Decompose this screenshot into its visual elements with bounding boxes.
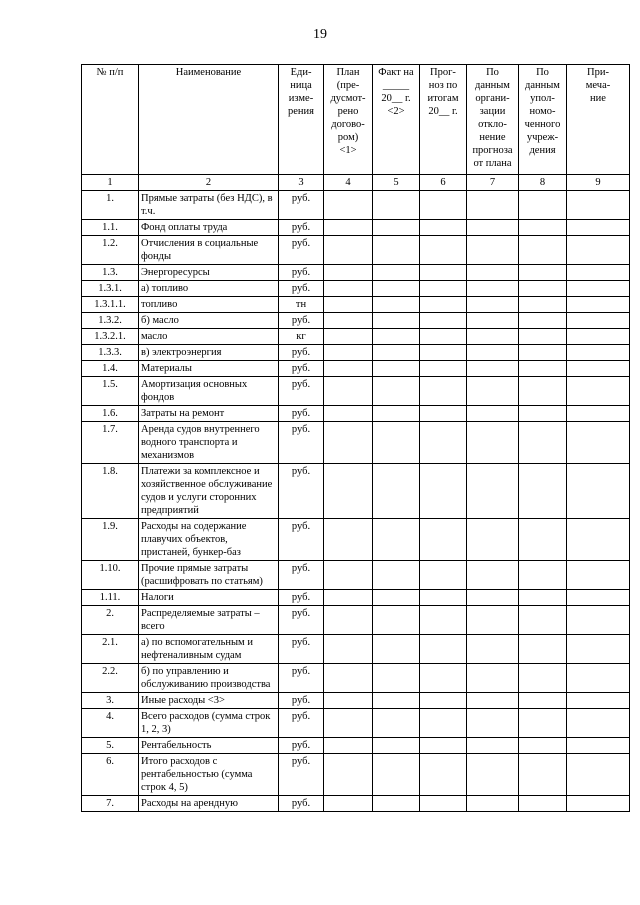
column-number: 2	[139, 175, 279, 191]
value-cell[interactable]	[519, 345, 567, 361]
row-name: Итого расходов с рентабельностью (сумма строк 4, 5)	[139, 754, 279, 796]
table-row	[82, 561, 630, 590]
row-name: Амортизация основных фондов	[139, 377, 279, 406]
header-cell: Факт на _____ 20__ г. <2>	[373, 65, 420, 175]
value-cell[interactable]	[467, 754, 519, 796]
table-row	[82, 709, 630, 738]
value-cell[interactable]	[519, 796, 567, 812]
row-name: Рентабельность	[139, 738, 279, 754]
row-number: 5.	[82, 738, 139, 754]
value-cell[interactable]	[373, 519, 420, 561]
value-cell[interactable]	[324, 738, 373, 754]
value-cell[interactable]	[373, 464, 420, 519]
row-unit: руб.	[279, 345, 324, 361]
value-cell[interactable]	[567, 709, 630, 738]
value-cell[interactable]	[519, 519, 567, 561]
column-number: 7	[467, 175, 519, 191]
table-row	[82, 422, 630, 464]
value-cell[interactable]	[373, 664, 420, 693]
value-cell[interactable]	[373, 693, 420, 709]
column-number: 8	[519, 175, 567, 191]
row-name: Расходы на арендную	[139, 796, 279, 812]
value-cell[interactable]	[420, 236, 467, 265]
value-cell[interactable]	[420, 345, 467, 361]
row-unit: руб.	[279, 377, 324, 406]
value-cell[interactable]	[324, 561, 373, 590]
row-number: 4.	[82, 709, 139, 738]
row-number: 1.3.1.1.	[82, 297, 139, 313]
value-cell[interactable]	[324, 377, 373, 406]
value-cell[interactable]	[324, 635, 373, 664]
value-cell[interactable]	[373, 236, 420, 265]
value-cell[interactable]	[519, 561, 567, 590]
value-cell[interactable]	[567, 236, 630, 265]
table-row	[82, 313, 630, 329]
value-cell[interactable]	[467, 220, 519, 236]
value-cell[interactable]	[467, 590, 519, 606]
row-number: 1.3.2.	[82, 313, 139, 329]
value-cell[interactable]	[324, 297, 373, 313]
table-row	[82, 664, 630, 693]
row-number: 1.3.1.	[82, 281, 139, 297]
row-number: 1.6.	[82, 406, 139, 422]
value-cell[interactable]	[567, 406, 630, 422]
table-row	[82, 796, 630, 812]
value-cell[interactable]	[373, 329, 420, 345]
column-number: 9	[567, 175, 630, 191]
row-name: Отчисления в социальные фонды	[139, 236, 279, 265]
table-row	[82, 377, 630, 406]
row-number: 7.	[82, 796, 139, 812]
value-cell[interactable]	[373, 297, 420, 313]
row-name: Материалы	[139, 361, 279, 377]
value-cell[interactable]	[420, 464, 467, 519]
value-cell[interactable]	[467, 345, 519, 361]
value-cell[interactable]	[467, 464, 519, 519]
table-row	[82, 635, 630, 664]
value-cell[interactable]	[467, 281, 519, 297]
row-unit: руб.	[279, 590, 324, 606]
value-cell[interactable]	[519, 281, 567, 297]
value-cell[interactable]	[467, 519, 519, 561]
value-cell[interactable]	[567, 281, 630, 297]
row-unit: руб.	[279, 313, 324, 329]
value-cell[interactable]	[519, 709, 567, 738]
value-cell[interactable]	[420, 693, 467, 709]
value-cell[interactable]	[519, 220, 567, 236]
table-row	[82, 220, 630, 236]
value-cell[interactable]	[567, 635, 630, 664]
row-unit: руб.	[279, 561, 324, 590]
value-cell[interactable]	[324, 464, 373, 519]
row-unit: руб.	[279, 236, 324, 265]
value-cell[interactable]	[420, 422, 467, 464]
row-number: 1.3.2.1.	[82, 329, 139, 345]
value-cell[interactable]	[324, 754, 373, 796]
value-cell[interactable]	[373, 220, 420, 236]
row-unit: руб.	[279, 519, 324, 561]
value-cell[interactable]	[420, 561, 467, 590]
row-unit: руб.	[279, 738, 324, 754]
value-cell[interactable]	[467, 361, 519, 377]
value-cell[interactable]	[324, 422, 373, 464]
row-name: Аренда судов внутреннего водного транспорта и механизмов	[139, 422, 279, 464]
value-cell[interactable]	[324, 406, 373, 422]
value-cell[interactable]	[519, 606, 567, 635]
table-row	[82, 191, 630, 220]
value-cell[interactable]	[467, 796, 519, 812]
row-name: Прямые затраты (без НДС), в т.ч.	[139, 191, 279, 220]
value-cell[interactable]	[373, 754, 420, 796]
value-cell[interactable]	[373, 377, 420, 406]
value-cell[interactable]	[373, 738, 420, 754]
value-cell[interactable]	[373, 345, 420, 361]
row-unit: руб.	[279, 191, 324, 220]
row-number: 6.	[82, 754, 139, 796]
row-name: Налоги	[139, 590, 279, 606]
value-cell[interactable]	[519, 313, 567, 329]
value-cell[interactable]	[373, 561, 420, 590]
table-row	[82, 297, 630, 313]
row-number: 1.9.	[82, 519, 139, 561]
table-row	[82, 464, 630, 519]
row-name: в) электроэнергия	[139, 345, 279, 361]
value-cell[interactable]	[420, 281, 467, 297]
header-cell: Еди- ница изме- рения	[279, 65, 324, 175]
value-cell[interactable]	[567, 265, 630, 281]
row-number: 3.	[82, 693, 139, 709]
value-cell[interactable]	[519, 406, 567, 422]
value-cell[interactable]	[324, 519, 373, 561]
page-number: 19	[313, 27, 327, 42]
value-cell[interactable]	[519, 738, 567, 754]
value-cell[interactable]	[324, 606, 373, 635]
value-cell[interactable]	[519, 265, 567, 281]
table-row	[82, 519, 630, 561]
table-row	[82, 738, 630, 754]
value-cell[interactable]	[324, 693, 373, 709]
header-cell: По данным органи- зации откло- нение прогноза от плана	[467, 65, 519, 175]
value-cell[interactable]	[519, 464, 567, 519]
value-cell[interactable]	[373, 606, 420, 635]
row-name: Всего расходов (сумма строк 1, 2, 3)	[139, 709, 279, 738]
value-cell[interactable]	[373, 709, 420, 738]
table-row	[82, 281, 630, 297]
value-cell[interactable]	[420, 590, 467, 606]
row-name: топливо	[139, 297, 279, 313]
value-cell[interactable]	[420, 220, 467, 236]
value-cell[interactable]	[467, 191, 519, 220]
value-cell[interactable]	[467, 561, 519, 590]
value-cell[interactable]	[567, 313, 630, 329]
value-cell[interactable]	[373, 281, 420, 297]
column-number: 3	[279, 175, 324, 191]
row-number: 1.4.	[82, 361, 139, 377]
row-unit: руб.	[279, 220, 324, 236]
table-row	[82, 693, 630, 709]
row-number: 1.11.	[82, 590, 139, 606]
value-cell[interactable]	[567, 377, 630, 406]
value-cell[interactable]	[420, 738, 467, 754]
row-name: Иные расходы <3>	[139, 693, 279, 709]
value-cell[interactable]	[567, 561, 630, 590]
row-name: Прочие прямые затраты (расшифровать по статьям)	[139, 561, 279, 590]
table-row	[82, 590, 630, 606]
value-cell[interactable]	[567, 738, 630, 754]
column-number-row	[82, 175, 630, 191]
row-number: 2.	[82, 606, 139, 635]
value-cell[interactable]	[567, 191, 630, 220]
row-name: Распределяемые затраты – всего	[139, 606, 279, 635]
value-cell[interactable]	[567, 464, 630, 519]
table-row	[82, 361, 630, 377]
value-cell[interactable]	[567, 606, 630, 635]
header-cell: План (пре- дусмот- рено догово- ром) <1>	[324, 65, 373, 175]
value-cell[interactable]	[467, 265, 519, 281]
value-cell[interactable]	[567, 693, 630, 709]
row-name: а) топливо	[139, 281, 279, 297]
value-cell[interactable]	[467, 236, 519, 265]
header-row	[82, 65, 630, 175]
value-cell[interactable]	[467, 377, 519, 406]
table-row	[82, 329, 630, 345]
value-cell[interactable]	[324, 709, 373, 738]
value-cell[interactable]	[324, 236, 373, 265]
value-cell[interactable]	[519, 635, 567, 664]
table-row	[82, 265, 630, 281]
value-cell[interactable]	[467, 738, 519, 754]
value-cell[interactable]	[467, 329, 519, 345]
value-cell[interactable]	[324, 313, 373, 329]
value-cell[interactable]	[420, 664, 467, 693]
row-number: 1.1.	[82, 220, 139, 236]
value-cell[interactable]	[420, 754, 467, 796]
row-name: б) масло	[139, 313, 279, 329]
row-unit: руб.	[279, 361, 324, 377]
value-cell[interactable]	[420, 377, 467, 406]
value-cell[interactable]	[567, 422, 630, 464]
value-cell[interactable]	[373, 635, 420, 664]
row-unit: тн	[279, 297, 324, 313]
value-cell[interactable]	[324, 191, 373, 220]
value-cell[interactable]	[420, 297, 467, 313]
value-cell[interactable]	[420, 406, 467, 422]
value-cell[interactable]	[519, 297, 567, 313]
value-cell[interactable]	[519, 191, 567, 220]
report-body	[82, 191, 630, 812]
row-unit: кг	[279, 329, 324, 345]
table-row	[82, 606, 630, 635]
value-cell[interactable]	[467, 297, 519, 313]
column-number: 6	[420, 175, 467, 191]
value-cell[interactable]	[373, 406, 420, 422]
row-unit: руб.	[279, 664, 324, 693]
row-number: 1.10.	[82, 561, 139, 590]
value-cell[interactable]	[467, 664, 519, 693]
value-cell[interactable]	[373, 265, 420, 281]
value-cell[interactable]	[519, 236, 567, 265]
row-name: Фонд оплаты труда	[139, 220, 279, 236]
row-unit: руб.	[279, 693, 324, 709]
value-cell[interactable]	[420, 265, 467, 281]
value-cell[interactable]	[567, 345, 630, 361]
row-name: масло	[139, 329, 279, 345]
value-cell[interactable]	[420, 191, 467, 220]
table-row	[82, 406, 630, 422]
row-unit: руб.	[279, 606, 324, 635]
row-number: 1.7.	[82, 422, 139, 464]
value-cell[interactable]	[324, 361, 373, 377]
report-table	[81, 64, 630, 812]
value-cell[interactable]	[373, 590, 420, 606]
value-cell[interactable]	[567, 297, 630, 313]
value-cell[interactable]	[519, 693, 567, 709]
value-cell[interactable]	[567, 590, 630, 606]
column-number: 1	[82, 175, 139, 191]
value-cell[interactable]	[324, 220, 373, 236]
value-cell[interactable]	[324, 281, 373, 297]
value-cell[interactable]	[324, 345, 373, 361]
value-cell[interactable]	[420, 709, 467, 738]
value-cell[interactable]	[373, 313, 420, 329]
row-name: Расходы на содержание плавучих объектов, пристаней, бункер-баз	[139, 519, 279, 561]
value-cell[interactable]	[324, 796, 373, 812]
row-name: Затраты на ремонт	[139, 406, 279, 422]
row-unit: руб.	[279, 709, 324, 738]
value-cell[interactable]	[373, 191, 420, 220]
row-number: 1.8.	[82, 464, 139, 519]
row-number: 1.	[82, 191, 139, 220]
value-cell[interactable]	[467, 635, 519, 664]
value-cell[interactable]	[420, 519, 467, 561]
row-unit: руб.	[279, 754, 324, 796]
row-number: 1.3.3.	[82, 345, 139, 361]
row-number: 1.3.	[82, 265, 139, 281]
row-unit: руб.	[279, 635, 324, 664]
value-cell[interactable]	[519, 422, 567, 464]
value-cell[interactable]	[567, 796, 630, 812]
table-row	[82, 236, 630, 265]
value-cell[interactable]	[324, 664, 373, 693]
value-cell[interactable]	[519, 590, 567, 606]
value-cell[interactable]	[420, 313, 467, 329]
value-cell[interactable]	[420, 796, 467, 812]
table-row	[82, 345, 630, 361]
value-cell[interactable]	[324, 329, 373, 345]
value-cell[interactable]	[567, 519, 630, 561]
row-name: Платежи за комплексное и хозяйственное обслуживание судов и услуги сторонних предприятий	[139, 464, 279, 519]
value-cell[interactable]	[420, 635, 467, 664]
column-number: 5	[373, 175, 420, 191]
value-cell[interactable]	[567, 664, 630, 693]
table-row	[82, 754, 630, 796]
value-cell[interactable]	[467, 406, 519, 422]
value-cell[interactable]	[467, 422, 519, 464]
row-unit: руб.	[279, 281, 324, 297]
header-cell: Наименование	[139, 65, 279, 175]
value-cell[interactable]	[467, 313, 519, 329]
value-cell[interactable]	[420, 606, 467, 635]
value-cell[interactable]	[324, 590, 373, 606]
row-name: а) по вспомогательным и нефтеналивным судам	[139, 635, 279, 664]
value-cell[interactable]	[567, 361, 630, 377]
value-cell[interactable]	[467, 709, 519, 738]
header-cell: № п/п	[82, 65, 139, 175]
row-unit: руб.	[279, 796, 324, 812]
value-cell[interactable]	[519, 361, 567, 377]
value-cell[interactable]	[519, 329, 567, 345]
value-cell[interactable]	[420, 361, 467, 377]
row-name: б) по управлению и обслуживанию производства	[139, 664, 279, 693]
value-cell[interactable]	[519, 754, 567, 796]
value-cell[interactable]	[373, 361, 420, 377]
header-cell: По данным упол- номо- ченного учреж- дения	[519, 65, 567, 175]
value-cell[interactable]	[567, 754, 630, 796]
value-cell[interactable]	[420, 329, 467, 345]
value-cell[interactable]	[519, 664, 567, 693]
header-cell: При- меча- ние	[567, 65, 630, 175]
row-unit: руб.	[279, 464, 324, 519]
row-name: Энергоресурсы	[139, 265, 279, 281]
row-number: 2.2.	[82, 664, 139, 693]
value-cell[interactable]	[519, 377, 567, 406]
value-cell[interactable]	[567, 329, 630, 345]
value-cell[interactable]	[467, 693, 519, 709]
row-unit: руб.	[279, 406, 324, 422]
row-number: 2.1.	[82, 635, 139, 664]
value-cell[interactable]	[373, 796, 420, 812]
value-cell[interactable]	[467, 606, 519, 635]
row-unit: руб.	[279, 265, 324, 281]
value-cell[interactable]	[324, 265, 373, 281]
row-number: 1.2.	[82, 236, 139, 265]
header-cell: Прог- ноз по итогам 20__ г.	[420, 65, 467, 175]
value-cell[interactable]	[567, 220, 630, 236]
row-unit: руб.	[279, 422, 324, 464]
row-number: 1.5.	[82, 377, 139, 406]
column-number: 4	[324, 175, 373, 191]
value-cell[interactable]	[373, 422, 420, 464]
